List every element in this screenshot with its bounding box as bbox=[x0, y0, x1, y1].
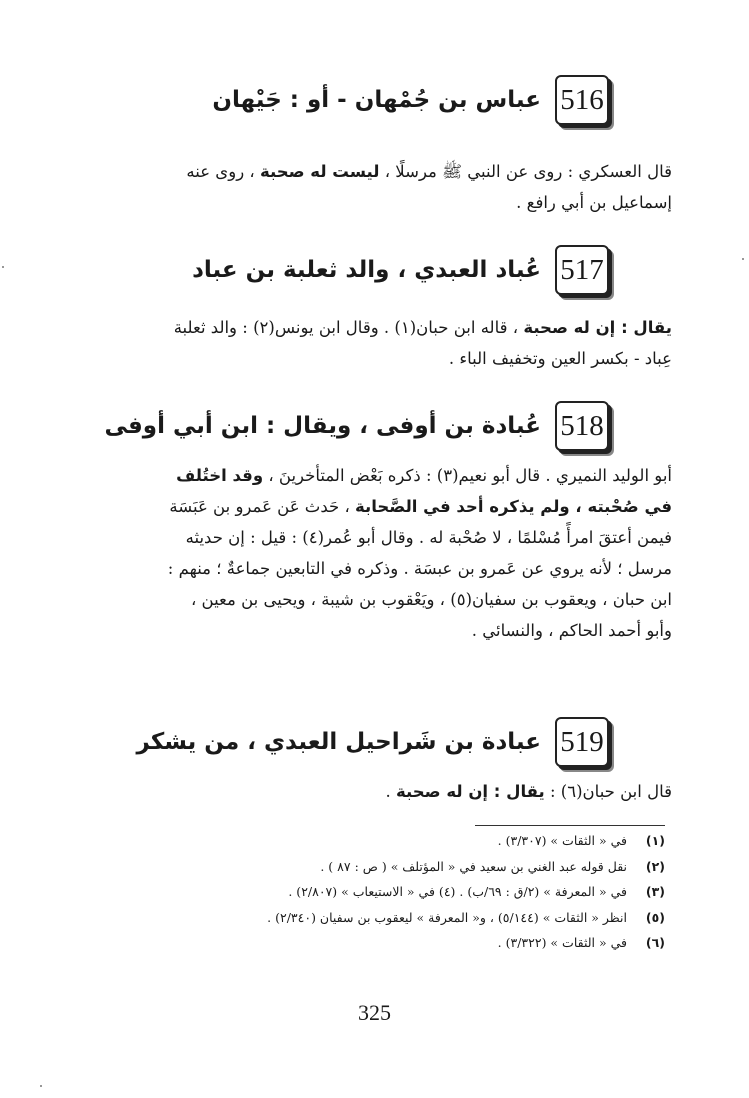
scan-speck bbox=[742, 258, 744, 260]
footnote-separator bbox=[475, 825, 665, 826]
entry-body-519 bbox=[84, 776, 672, 807]
footnote-number: (٣) bbox=[645, 884, 665, 900]
entry-number-box: 518 bbox=[555, 401, 609, 451]
footnotes bbox=[85, 828, 665, 956]
text-line: عِباد - بكسر العين وتخفيف الباء . bbox=[448, 349, 672, 368]
text-line: فيمن أعتقَ امرأً مُسْلمًا ، لا صُحْبة له . وقال أبو عُمر(٤) : قيل : إن حديثه bbox=[185, 528, 672, 547]
footnote-number: (١) bbox=[645, 833, 665, 848]
footnote-number: (٦) bbox=[645, 935, 665, 951]
footnote-number: (٥) bbox=[645, 909, 665, 925]
page-number: 325 bbox=[358, 1000, 391, 1025]
text-line: وأبو أحمد الحاكم ، والنسائي . bbox=[471, 621, 672, 640]
entry-number-box: 517 bbox=[555, 245, 609, 295]
footnote-text: في « الثقات » (٣/٣٠٧) . bbox=[497, 833, 627, 848]
entry-body-516 bbox=[84, 156, 672, 218]
text-line: مرسل ؛ لأنه يروي عن عَمرو بن عبسَة . وذكره في التابعين جماعةٌ ؛ منهم : bbox=[167, 559, 672, 578]
footnote-text: نقل قوله عبد الغني بن سعيد في « المؤتلف » ( ص : ٨٧ ) . bbox=[320, 858, 627, 874]
footnote-text: انظر « الثقات » (٥/١٤٤) ، و« المعرفة » ليعقوب بن سفيان (٢/٣٤٠) . bbox=[267, 909, 627, 925]
text-line: إسماعيل بن أبي رافع . bbox=[516, 193, 672, 212]
footnote-text: في « المعرفة » (٢/ق : ٦٩/ب) . (٤) في « الاستيعاب » (٢/٨٠٧) . bbox=[288, 884, 627, 900]
entry-heading-518 bbox=[104, 396, 609, 456]
footnote-number: (٢) bbox=[645, 858, 665, 874]
footnote bbox=[85, 879, 665, 905]
entry-body-517 bbox=[84, 312, 672, 374]
entry-title: عُبادة بن أوفى ، ويقال : ابن أبي أوفى bbox=[104, 413, 541, 439]
text-line: أبو الوليد النميري . قال أبو نعيم(٣) : ذكره بَعْض المتأخرينَ ، وقد اختُلف bbox=[176, 466, 672, 485]
entry-title: عباس بن جُمْهان - أو : جَيْهان bbox=[212, 87, 541, 113]
footnote bbox=[85, 905, 665, 931]
entry-heading-516 bbox=[212, 70, 609, 130]
text-line: قال ابن حبان(٦) : يقال : إن له صحبة . bbox=[385, 782, 672, 801]
footnote bbox=[85, 854, 665, 880]
entry-number-box: 519 bbox=[555, 717, 609, 767]
entry-body-518 bbox=[84, 460, 672, 646]
footnote-text: في « الثقات » (٣/٣٢٢) . bbox=[497, 935, 627, 951]
entry-title: عبادة بن شَراحيل العبدي ، من يشكر bbox=[136, 729, 541, 755]
text-line: في صُحْبته ، ولم يذكره أحد في الصَّحابة ، حَدث عَن عَمرو بن عَبَسَة bbox=[169, 497, 672, 516]
entry-heading-519 bbox=[137, 712, 609, 772]
scan-speck bbox=[2, 266, 4, 268]
text-line: ابن حبان ، ويعقوب بن سفيان(٥) ، ويَعْقوب بن شيبة ، ويحيى بن معين ، bbox=[190, 590, 672, 609]
text-line: قال العسكري : روى عن النبي ﷺ مرسلًا ، ليست له صحبة ، روى عنه bbox=[186, 162, 672, 181]
scan-speck bbox=[40, 1085, 42, 1087]
text-line: يقال : إن له صحبة ، قاله ابن حبان(١) . وقال ابن يونس(٢) : والد ثعلبة bbox=[173, 318, 672, 337]
entry-title: عُباد العبدي ، والد ثعلبة بن عباد bbox=[192, 257, 541, 283]
entry-number-box: 516 bbox=[555, 75, 609, 125]
footnote bbox=[85, 930, 665, 956]
footnote bbox=[85, 828, 665, 854]
entry-heading-517 bbox=[192, 240, 609, 300]
